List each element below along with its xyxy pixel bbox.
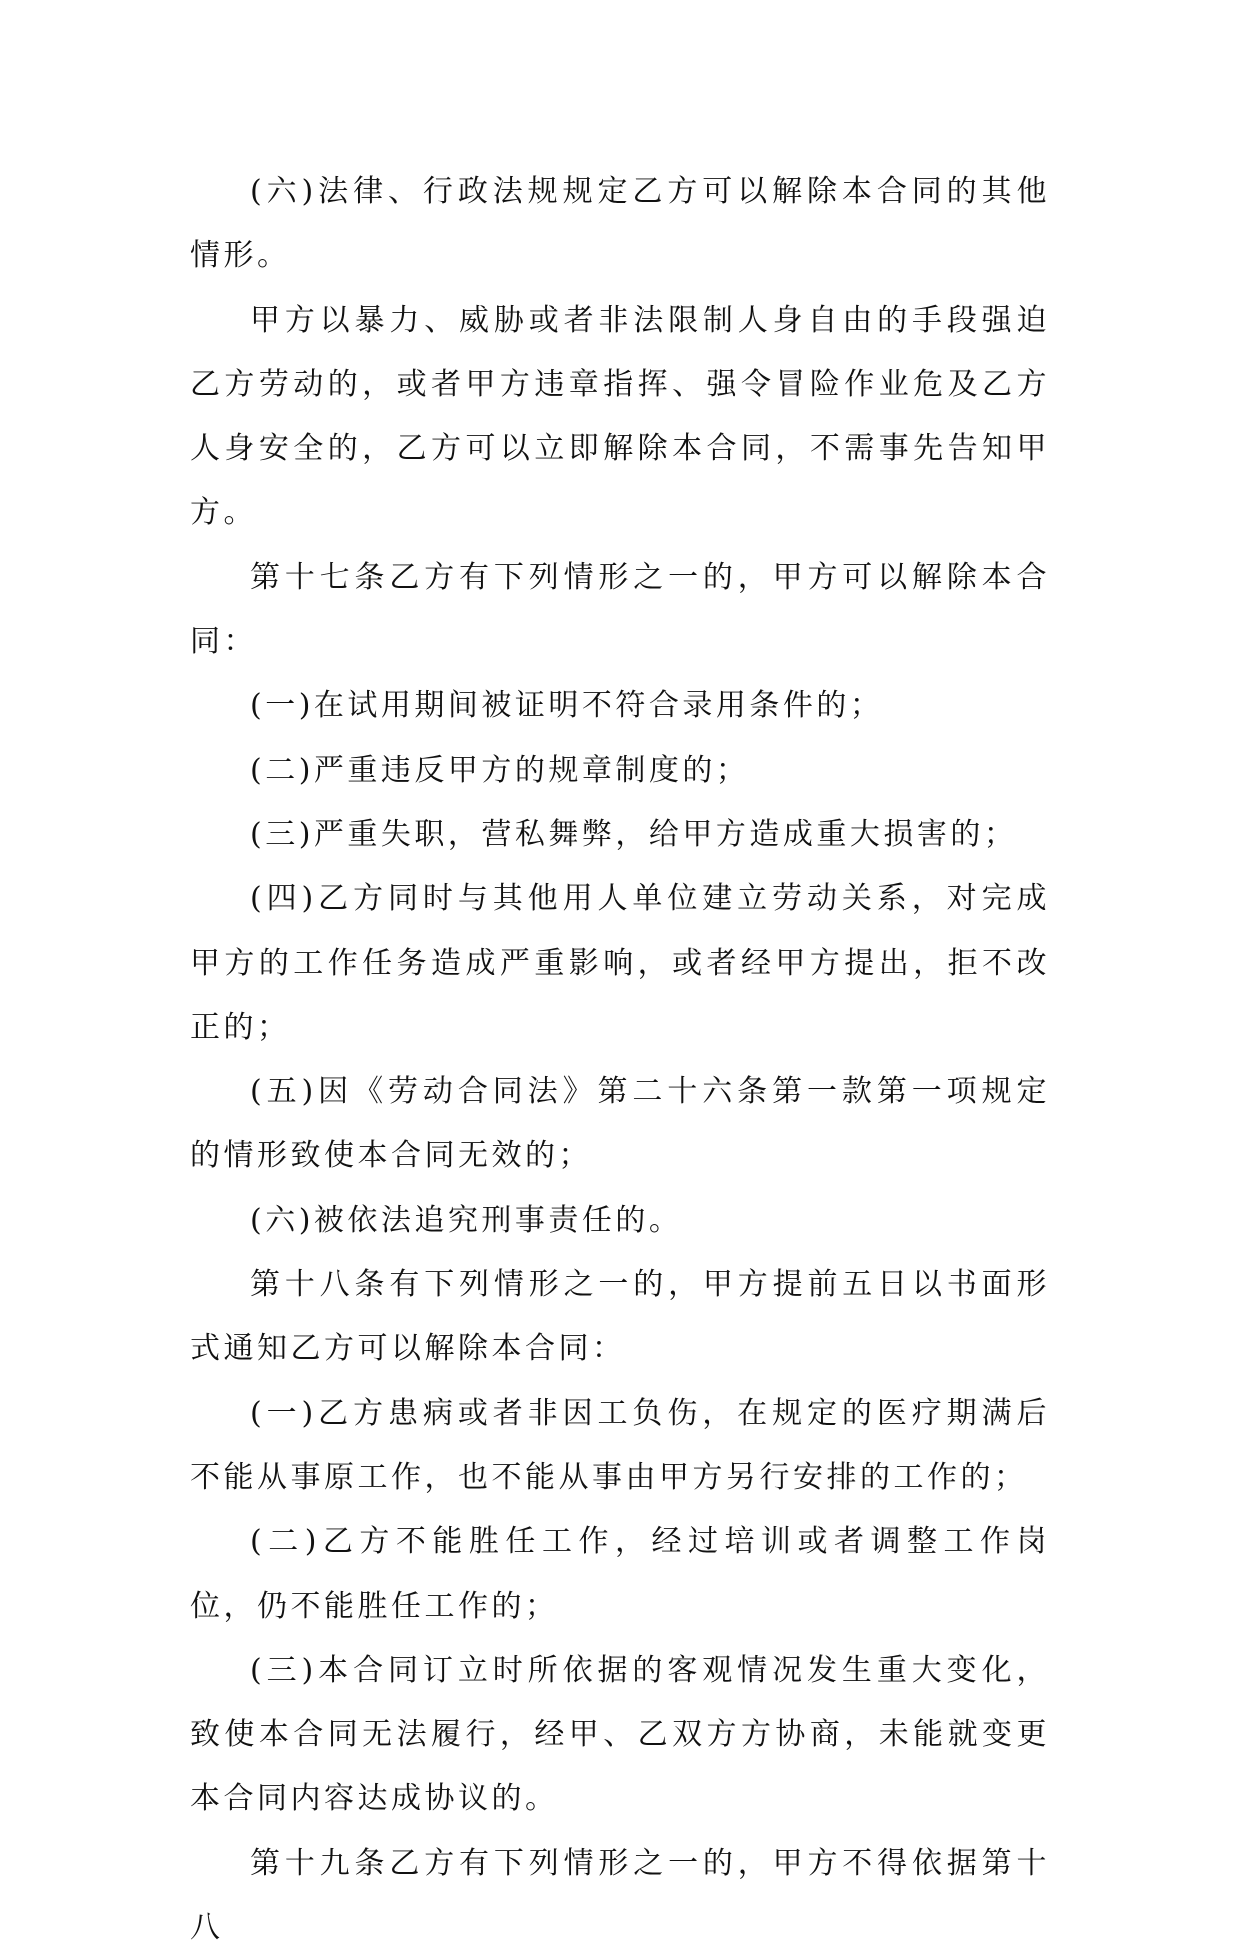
- paragraph-clause-6-employee-termination: (六)法律、行政法规规定乙方可以解除本合同的其他情形。: [190, 174, 1050, 274]
- document-body: [190, 160, 1050, 1960]
- paragraph-article-18-item-2: (二)乙方不能胜任工作，经过培训或者调整工作岗位，仍不能胜任工作的；: [190, 1524, 1050, 1624]
- paragraph-article-17-item-1: (一)在试用期间被证明不符合录用条件的；: [250, 688, 884, 724]
- paragraph-article-18-heading: 第十八条有下列情形之一的，甲方提前五日以书面形式通知乙方可以解除本合同：: [190, 1267, 1050, 1367]
- paragraph-article-17-item-6: (六)被依法追究刑事责任的。: [250, 1202, 683, 1238]
- paragraph-article-17-heading: 第十七条乙方有下列情形之一的，甲方可以解除本合同：: [190, 559, 1050, 660]
- paragraph-article-18-item-3: (三)本合同订立时所依据的客观情况发生重大变化，致使本合同无法履行，经甲、乙双方方协商，未能就变更本合同内容达成协议的。: [190, 1652, 1050, 1817]
- paragraph-article-17-item-5: (五)因《劳动合同法》第二十六条第一款第一项规定的情形致使本合同无效的；: [190, 1074, 1050, 1174]
- paragraph-article-19-heading: 第十九条乙方有下列情形之一的，甲方不得依据第十八: [190, 1845, 1050, 1946]
- paragraph-article-17-item-4: (四)乙方同时与其他用人单位建立劳动关系，对完成甲方的工作任务造成严重影响，或者经甲方提出，拒不改正的；: [190, 881, 1050, 1045]
- paragraph-immediate-termination: 甲方以暴力、威胁或者非法限制人身自由的手段强迫乙方劳动的，或者甲方违章指挥、强令冒险作业危及乙方人身安全的，乙方可以立即解除本合同，不需事先告知甲方。: [190, 302, 1050, 531]
- paragraph-article-17-item-2: (二)严重违反甲方的规章制度的；: [250, 752, 750, 788]
- paragraph-article-18-item-1: (一)乙方患病或者非因工负伤，在规定的医疗期满后不能从事原工作，也不能从事由甲方另行安排的工作的；: [190, 1395, 1050, 1495]
- paragraph-article-17-item-3: (三)严重失职，营私舞弊，给甲方造成重大损害的；: [250, 816, 1018, 852]
